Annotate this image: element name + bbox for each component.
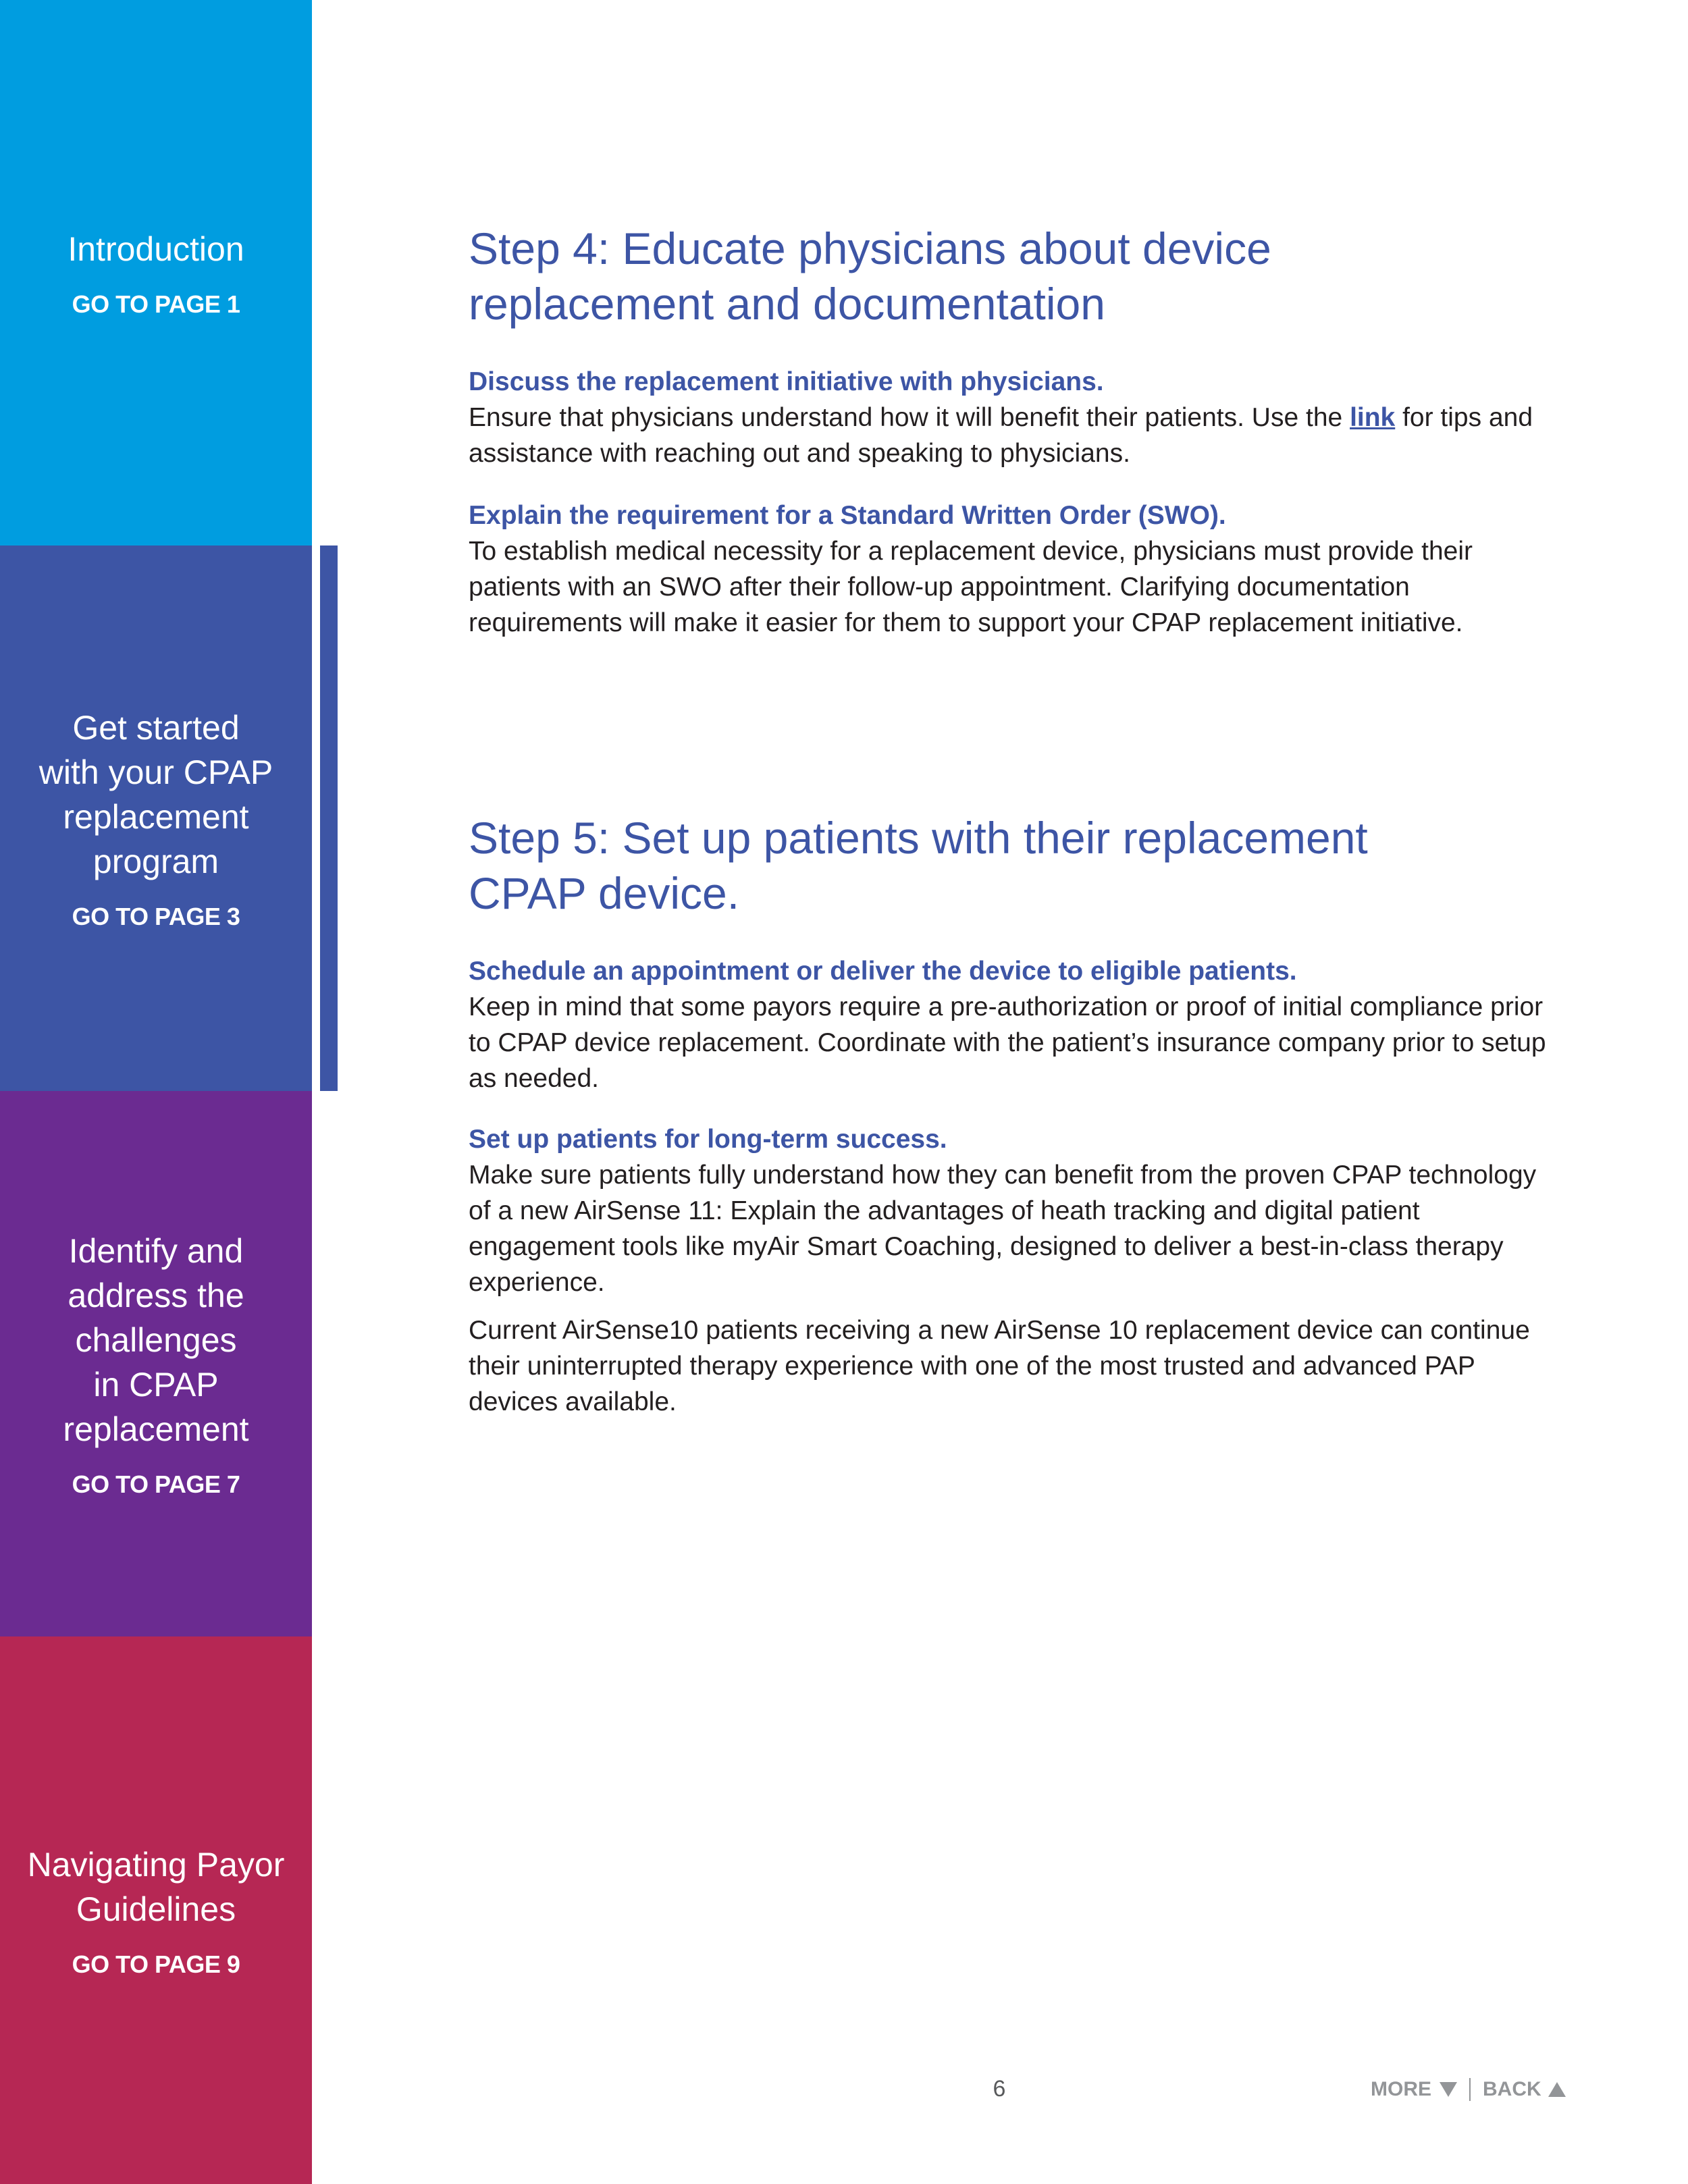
go-to-page-1-link[interactable]: GO TO PAGE 1 <box>72 290 240 318</box>
more-label: MORE <box>1371 2078 1431 2100</box>
back-label: BACK <box>1483 2078 1541 2100</box>
step5-success-heading: Set up patients for long-term success. <box>469 1125 947 1154</box>
step5-section-schedule <box>469 954 1562 1096</box>
nav-section-identify-challenges[interactable] <box>0 1091 312 1636</box>
step4-discuss-heading: Discuss the replacement initiative with physicians. <box>469 367 1104 396</box>
step5-schedule-heading: Schedule an appointment or deliver the device to eligible patients. <box>469 957 1297 986</box>
step4-title: Step 4: Educate physicians about device replacement and documentation <box>469 223 1271 329</box>
more-button[interactable] <box>1371 2078 1457 2101</box>
step4-discuss-text <box>469 400 1562 471</box>
step5-schedule-text: Keep in mind that some payors require a pre-authorization or proof of initial compliance prior to CPAP device replacement. Coordinate with the patient’s insurance company prior to setup as needed. <box>469 992 1546 1093</box>
step4-section-discuss <box>469 365 1562 471</box>
step5-section-success <box>469 1122 1562 1420</box>
nav-title-get-started: Get started with your CPAP replacement program <box>38 709 273 880</box>
step5-success-text2: Current AirSense10 patients receiving a new AirSense 10 replacement device can continue their uninterrupted therapy experience with one of the most trusted and advanced PAP devices available. <box>469 1316 1530 1416</box>
nav-title-introduction: Introduction <box>68 230 244 268</box>
step5-success-text: Make sure patients fully understand how they can benefit from the proven CPAP technology of a new AirSense 11: Explain the advantages of heath tracking and digital patient engagement tools like myAir Smart Coaching, designed to deliver a best-in-class therapy experience. <box>469 1161 1537 1297</box>
sidebar-nav <box>0 0 312 2184</box>
step4-discuss-text-before: Ensure that physicians understand how it will benefit their patients. Use the <box>469 403 1350 432</box>
step4-discuss-text-after: for tips and assistance with reaching out and speaking to physicians. <box>469 403 1533 468</box>
active-section-marker <box>320 545 338 1091</box>
go-to-page-7-link[interactable]: GO TO PAGE 7 <box>72 1470 240 1498</box>
go-to-page-3-link[interactable]: GO TO PAGE 3 <box>72 903 240 930</box>
footer-navigation <box>1371 2078 1566 2101</box>
back-button[interactable] <box>1483 2078 1566 2101</box>
step4-swo-heading: Explain the requirement for a Standard Written Order (SWO). <box>469 501 1226 530</box>
nav-section-introduction[interactable] <box>0 0 312 545</box>
go-to-page-9-link[interactable]: GO TO PAGE 9 <box>72 1950 240 1978</box>
page-number: 6 <box>993 2076 1006 2102</box>
arrow-down-icon <box>1440 2082 1457 2097</box>
tips-link[interactable]: link <box>1350 403 1396 432</box>
step4-section-swo <box>469 498 1562 641</box>
footer-divider <box>1469 2078 1471 2101</box>
step4-swo-text: To establish medical necessity for a replacement device, physicians must provide their patients with an SWO after their follow-up appointment. Clarifying documentation requirements will make it easier for them to support your CPAP replacement initiative. <box>469 537 1473 637</box>
step5-title: Step 5: Set up patients with their replacement CPAP device. <box>469 813 1368 918</box>
nav-section-payor-guidelines[interactable] <box>0 1636 312 2184</box>
nav-title-identify-challenges: Identify and address the challenges in CPAP replacement <box>63 1232 249 1448</box>
nav-title-payor-guidelines: Navigating Payor Guidelines <box>27 1845 285 1928</box>
nav-section-get-started[interactable] <box>0 545 312 1091</box>
arrow-up-icon <box>1548 2082 1566 2097</box>
